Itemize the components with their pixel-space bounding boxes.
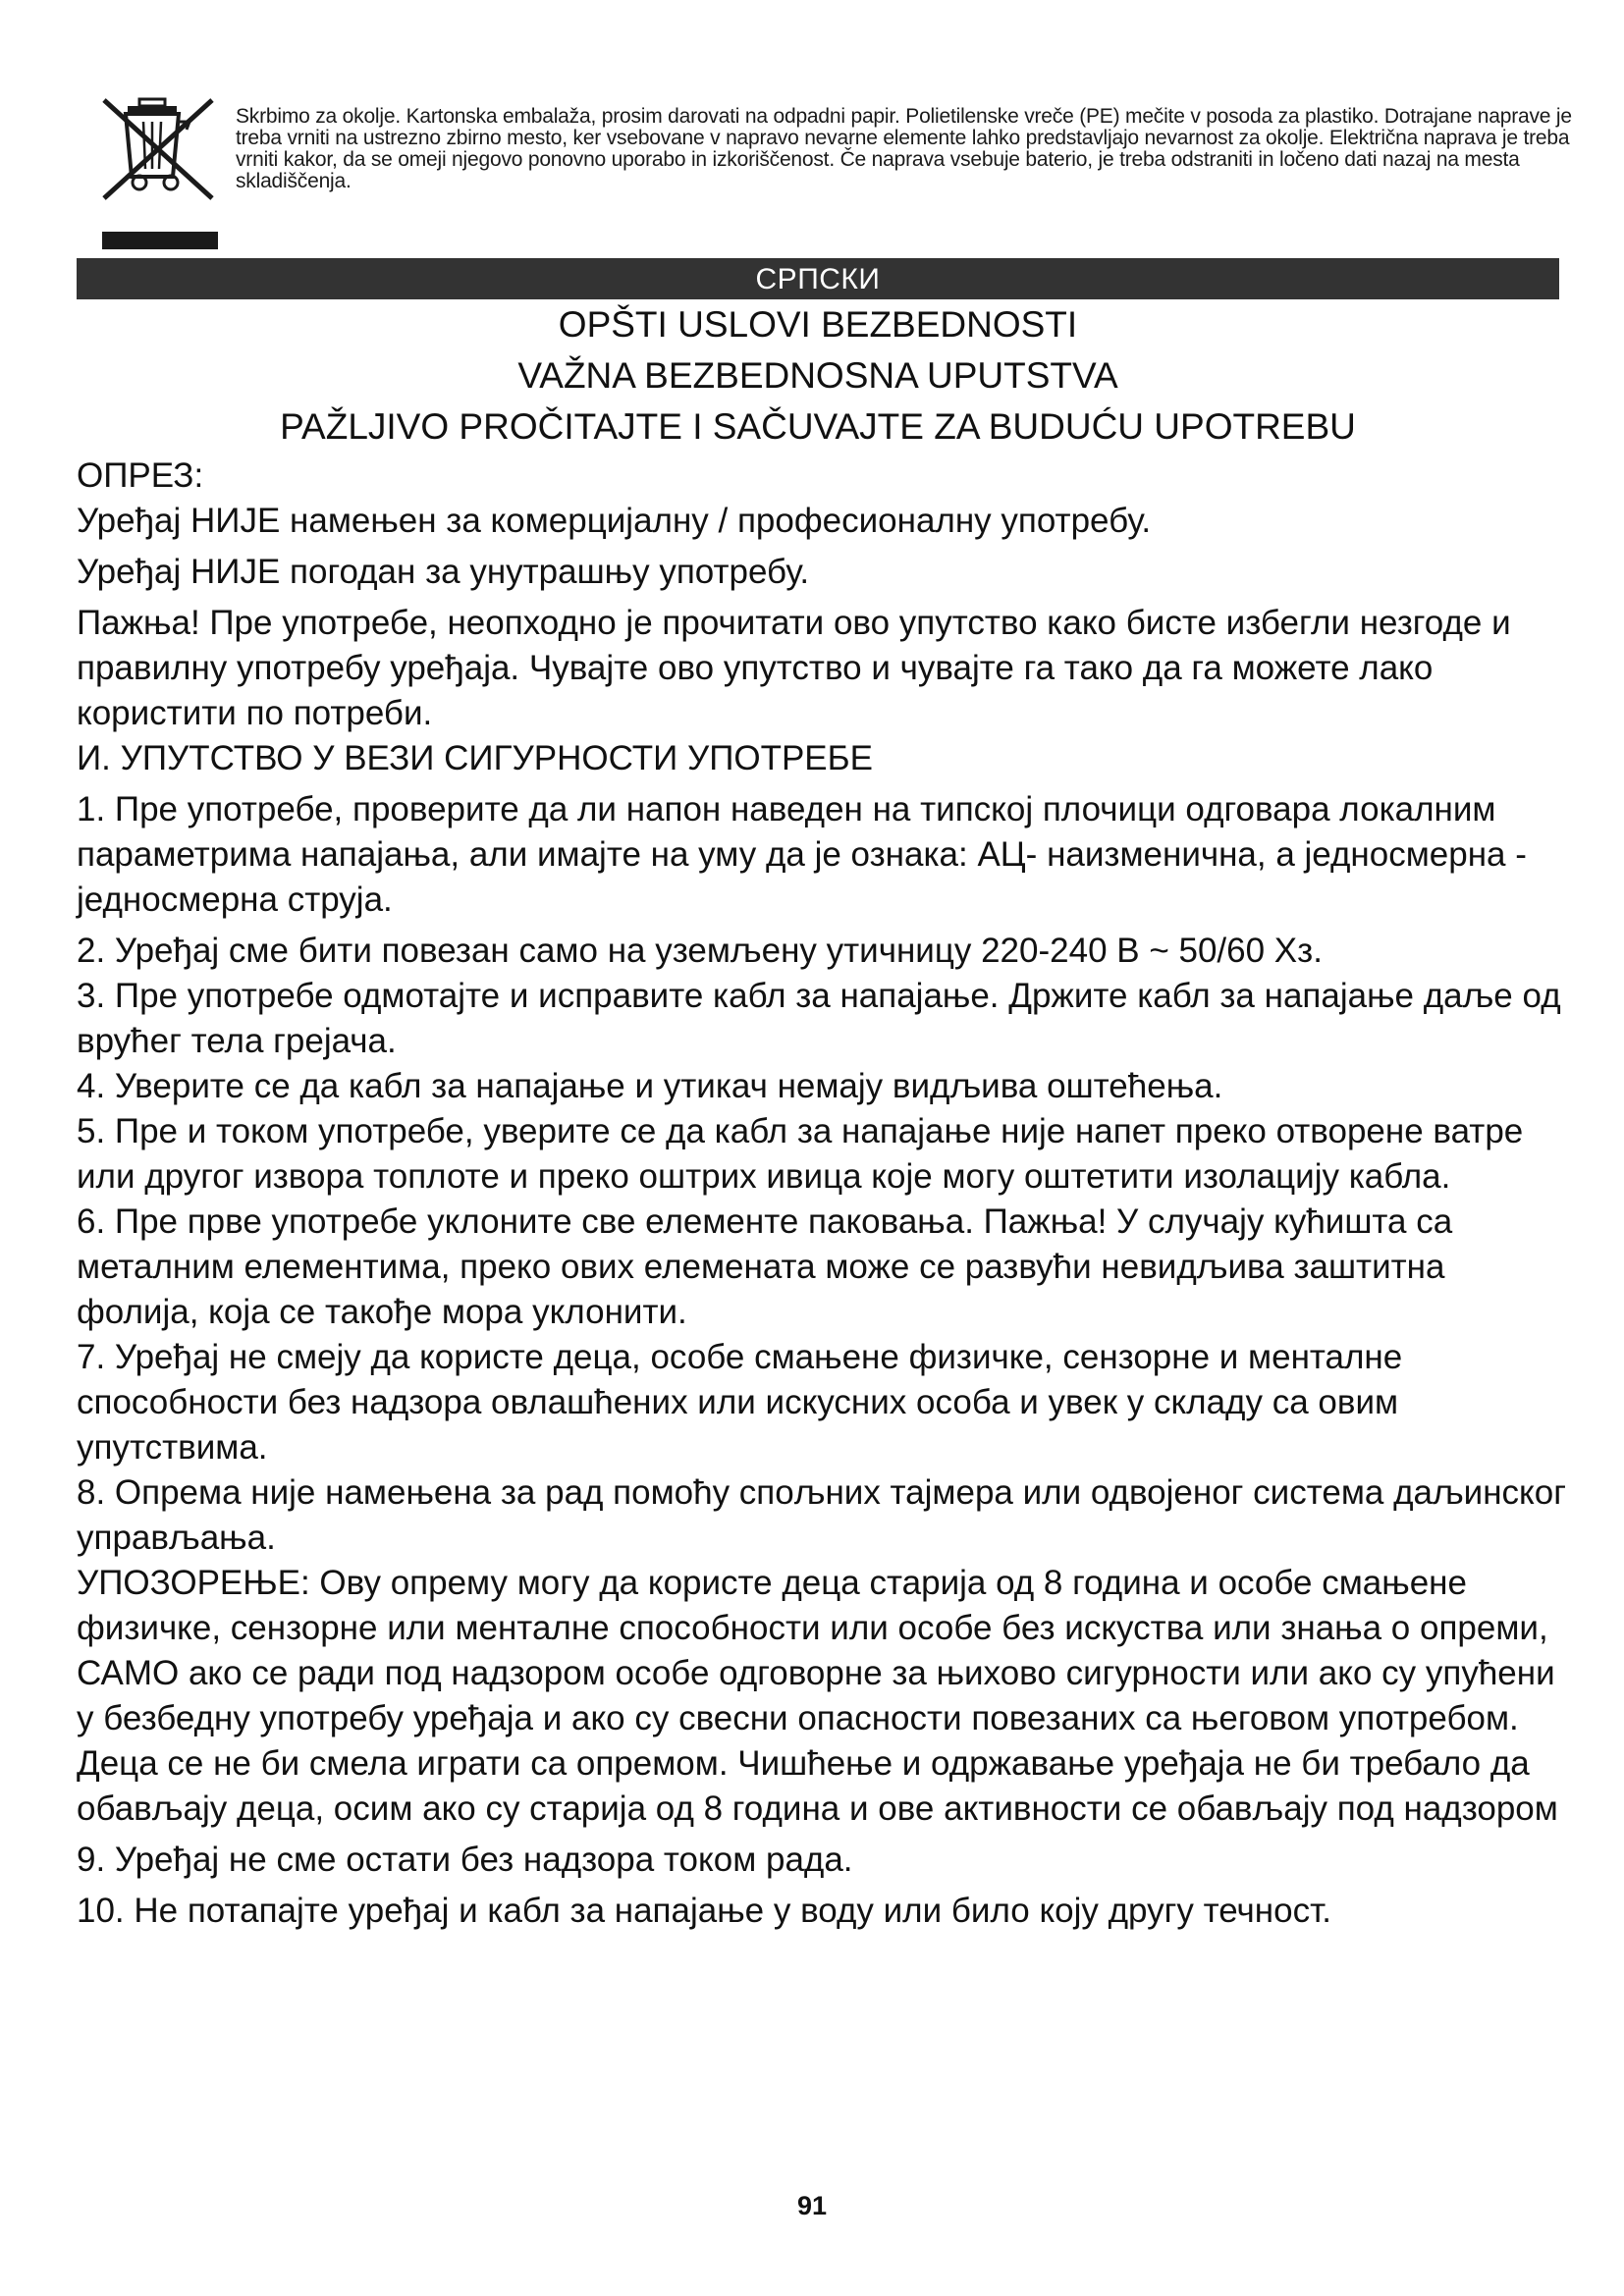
paragraph: Пажња! Пре употребе, неопходно је прочитати ово упутство како бисте избегли незгоде и правилну употребу уређаја. Чувајте ово упутство и чувајте га тако да га можете лако користити по потреби. bbox=[77, 604, 1511, 732]
page-number: 91 bbox=[796, 2191, 828, 2220]
warning-paragraph: УПОЗОРЕЊЕ: Ову опрему могу да користе деца старија од 8 година и особе смањене физичке, сензорне или менталне способности или особе без искуства или знања о опреми, САМО ако се ради под надзором особе одговорне за њихово сигурности или ако су упућени у безбедну употребу уређаја и ако су свесни опасности повезаних са његовом употребом. Деца се не би смела играти са опремом. Чишћење и одржавање уређаја не би требало да обављају деца, осим ако су старија од 8 година и ове активности се обављају под надзором bbox=[77, 1564, 1558, 1828]
list-item: 8. Опрема није намењена за рад помоћу спољних тајмера или одвојеног система даљинског управљања. bbox=[77, 1473, 1566, 1557]
list-item: 2. Уређај сме бити повезан само на уземљену утичницу 220-240 В ~ 50/60 Хз. bbox=[77, 932, 1323, 970]
crossed-out-wheelie-bin-icon bbox=[96, 96, 224, 253]
instructions-body bbox=[77, 454, 1569, 1934]
list-item: 4. Уверите се да кабл за напајање и утикач немају видљива оштећења. bbox=[77, 1067, 1223, 1105]
list-item: 1. Пре употребе, проверите да ли напон наведен на типској плочици одговара локалним параметрима напајања, али имајте на уму да је ознака: АЦ- наизменична, а једносмерна - једносмерна струја. bbox=[77, 790, 1527, 919]
list-item: 9. Уређај не сме остати без надзора током рада. bbox=[77, 1841, 853, 1879]
title-read-and-keep: PAŽLJIVO PROČITAJTE I SAČUVAJTE ZA BUDUĆU UPOTREBU bbox=[280, 406, 1356, 447]
list-item: 5. Пре и током употребе, уверите се да кабл за напајање није напет преко отворене ватре или другог извора топлоте и преко оштрих ивица које могу оштетити изолацију кабла. bbox=[77, 1112, 1524, 1196]
title-important-instructions: VAŽNA BEZBEDNOSNA UPUTSTVA bbox=[517, 355, 1118, 396]
paragraph: Уређај НИЈЕ намењен за комерцијалну / професионалну употребу. bbox=[77, 502, 1152, 540]
list-item: 7. Уређај не смеју да користе деца, особе смањене физичке, сензорне и менталне способности без надзора овлашћених или искусних особа и увек у складу са овим упутствима. bbox=[77, 1338, 1403, 1467]
caution-heading: ОПРЕЗ: bbox=[77, 456, 204, 495]
eco-notice-text: Skrbimo za okolje. Kartonska embalaža, prosim darovati na odpadni papir. Polietilenske vreče (PE) mečite v posoda za plastiko. Dotrajane naprave je treba vrniti na ustrezno zbirno mesto, ker vsebovane v napravo nevarne elemente lahko predstavljajo nevarnost za okolje. Električna naprava je treba vrniti kakor, da se omeji njegovo ponovno uporabo in izkoriščenost. Če naprava vsebuje bateriо, je treba odstraniti in ločeno dati nazaj na mesta skladiščenja. bbox=[236, 105, 1572, 192]
eco-notice bbox=[96, 96, 1572, 253]
list-item: 10. Не потапајте уређај и кабл за напајање у воду или било коју другу течност. bbox=[77, 1892, 1331, 1930]
list-item: 6. Пре прве употребе уклоните све елементе паковања. Пажња! У случају кућишта са металним елементима, преко ових елемената може се развући невидљива заштитна фолија, која се такође мора уклонити. bbox=[77, 1202, 1453, 1331]
section-titles bbox=[77, 299, 1559, 453]
title-general-safety: OPŠTI USLOVI BEZBEDNOSTI bbox=[558, 304, 1078, 345]
list-item: 3. Пре употребе одмотајте и исправите кабл за напајање. Држите кабл за напајање даље од врућег тела грејача. bbox=[77, 977, 1561, 1060]
language-bar: СРПСКИ bbox=[77, 258, 1559, 299]
paragraph: Уређај НИЈЕ погодан за унутрашњу употребу. bbox=[77, 553, 810, 591]
section-heading: И. УПУТСТВО У ВЕЗИ СИГУРНОСТИ УПОТРЕБЕ bbox=[77, 739, 873, 777]
